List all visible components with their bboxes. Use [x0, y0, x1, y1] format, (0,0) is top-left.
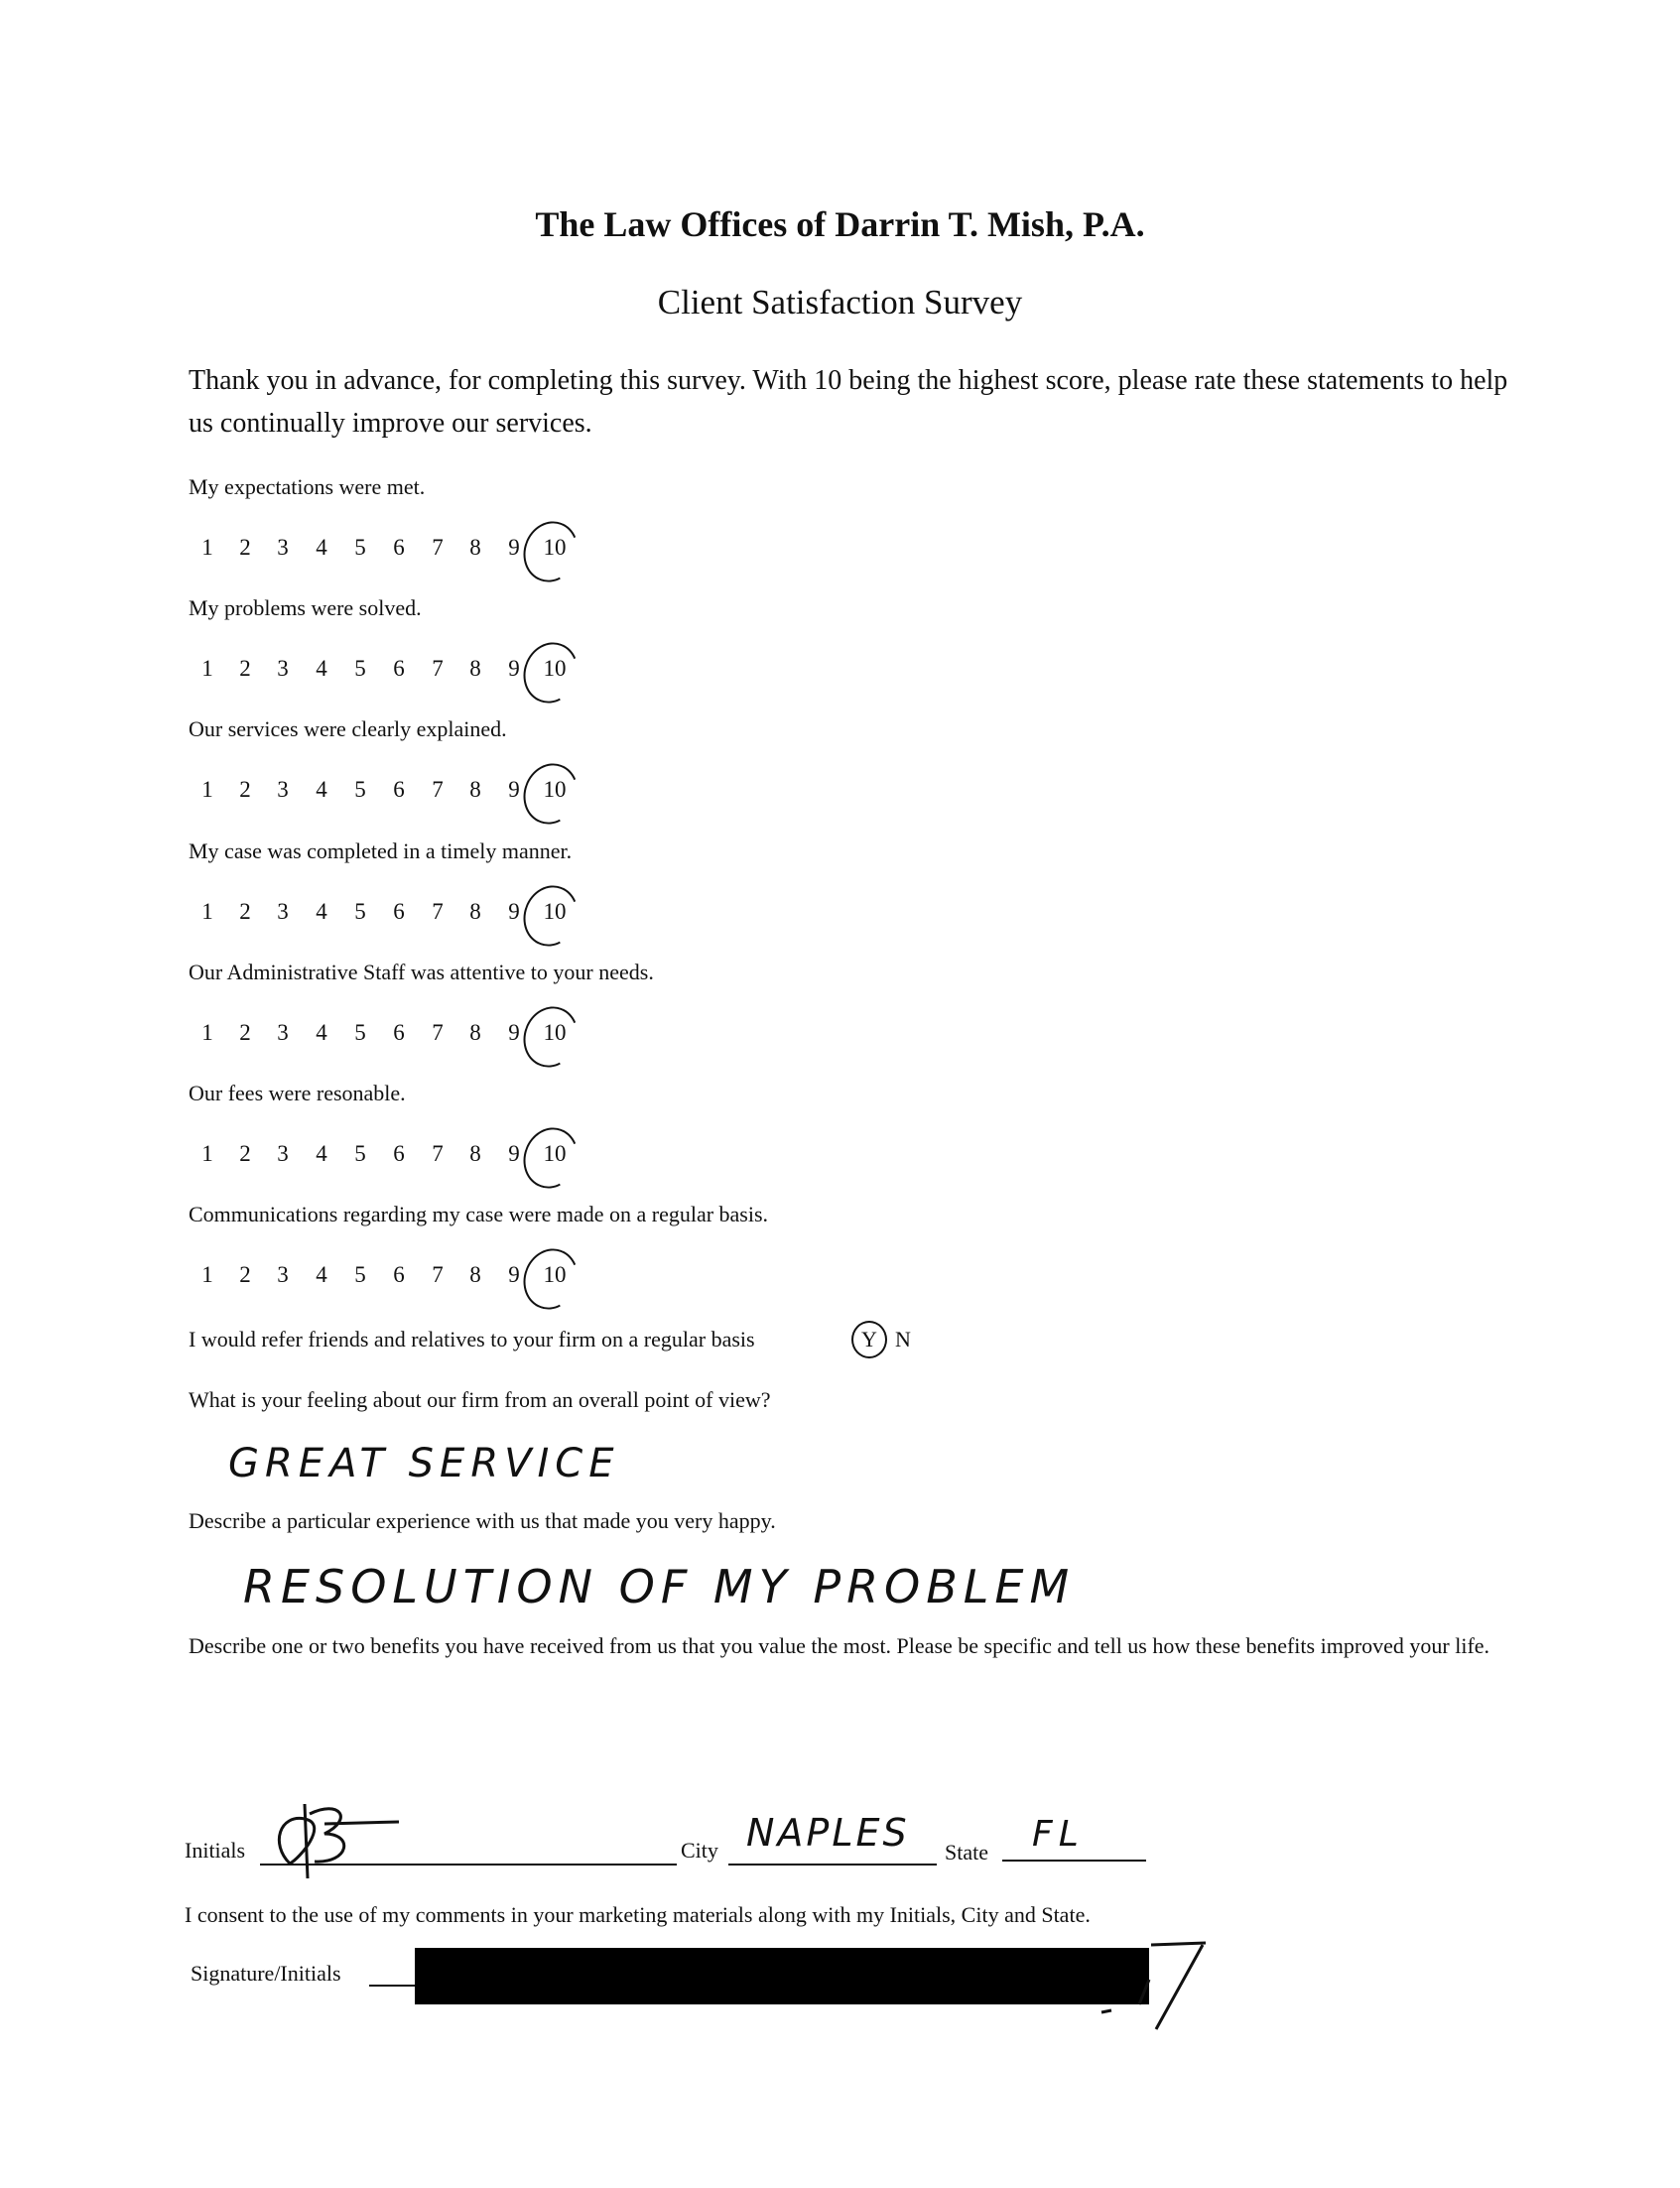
experience-answer-handwritten: RESOLUTION OF MY PROBLEM [243, 1560, 1076, 1613]
rating-option[interactable]: 7 [432, 1020, 444, 1045]
rating-option[interactable]: 3 [277, 899, 289, 924]
rating-option[interactable]: 10 [543, 1141, 567, 1166]
rating-option[interactable]: 1 [201, 1262, 213, 1287]
rating-option[interactable]: 1 [201, 1020, 213, 1045]
state-label: State [945, 1840, 988, 1865]
firm-name: The Law Offices of Darrin T. Mish, P.A. [535, 204, 1145, 244]
rating-option[interactable]: 3 [277, 656, 289, 681]
consent-text: I consent to the use of my comments in your marketing materials along with my Initials, City and State. [185, 1902, 1091, 1927]
rating-option[interactable]: 2 [239, 899, 251, 924]
rating-option[interactable]: 3 [277, 535, 289, 560]
rating-option[interactable]: 8 [469, 656, 481, 681]
rating-option[interactable]: 8 [469, 535, 481, 560]
rating-selected-circle [515, 756, 586, 833]
experience-question: Describe a particular experience with us that made you very happy. [189, 1508, 776, 1533]
rating-option[interactable]: 1 [201, 777, 213, 802]
rating-scale [189, 535, 605, 575]
rating-option[interactable]: 3 [277, 1141, 289, 1166]
overall-answer-handwritten: GREAT SERVICE [228, 1441, 620, 1486]
rating-option[interactable]: 3 [277, 777, 289, 802]
rating-option[interactable]: 4 [316, 1020, 327, 1045]
rating-option[interactable]: 5 [354, 1141, 366, 1166]
referral-question [189, 1327, 755, 1352]
rating-option[interactable]: 9 [508, 656, 520, 681]
rating-scale [189, 777, 605, 817]
rating-option[interactable]: 10 [543, 777, 567, 802]
rating-question: Our Administrative Staff was attentive to your needs. [189, 960, 654, 984]
rating-option[interactable]: 8 [469, 1020, 481, 1045]
rating-option[interactable]: 2 [239, 535, 251, 560]
rating-option[interactable]: 1 [201, 656, 213, 681]
rating-scale [189, 899, 605, 939]
state-value-handwritten: FL [1032, 1814, 1085, 1855]
rating-option[interactable]: 4 [316, 899, 327, 924]
overall-question: What is your feeling about our firm from an overall point of view? [189, 1387, 771, 1412]
rating-question: My problems were solved. [189, 595, 422, 620]
referral-yes-circle [851, 1321, 887, 1358]
rating-option[interactable]: 5 [354, 777, 366, 802]
rating-selected-circle [515, 999, 586, 1076]
rating-option[interactable]: 4 [316, 1262, 327, 1287]
rating-option[interactable]: 8 [469, 777, 481, 802]
rating-option[interactable]: 8 [469, 1141, 481, 1166]
rating-option[interactable]: 10 [543, 1262, 567, 1287]
rating-option[interactable]: 5 [354, 1020, 366, 1045]
rating-option[interactable]: 7 [432, 1141, 444, 1166]
referral-yes-option[interactable] [851, 1327, 887, 1358]
survey-title: Client Satisfaction Survey [657, 283, 1023, 322]
rating-option[interactable]: 6 [393, 535, 405, 560]
rating-option[interactable]: 6 [393, 1141, 405, 1166]
rating-option[interactable]: 9 [508, 777, 520, 802]
rating-option[interactable]: 2 [239, 656, 251, 681]
referral-question-text: I would refer friends and relatives to your firm on a regular basis [189, 1327, 755, 1351]
rating-option[interactable]: 1 [201, 535, 213, 560]
rating-option[interactable]: 8 [469, 1262, 481, 1287]
intro-text: Thank you in advance, for completing this survey. With 10 being the highest score, please rate these statements to help us continually improve our services. [189, 365, 1508, 439]
benefits-question: Describe one or two benefits you have received from us that you value the most. Please be specific and tell us how these benefits improved your life. [189, 1633, 1490, 1658]
rating-option[interactable]: 6 [393, 777, 405, 802]
rating-option[interactable]: 5 [354, 656, 366, 681]
rating-option[interactable]: 3 [277, 1262, 289, 1287]
signature-line[interactable] [369, 1985, 419, 1987]
rating-option[interactable]: 10 [543, 899, 567, 924]
rating-scale [189, 1262, 605, 1302]
rating-option[interactable]: 7 [432, 535, 444, 560]
rating-option[interactable]: 7 [432, 777, 444, 802]
rating-option[interactable]: 5 [354, 1262, 366, 1287]
rating-option[interactable]: 5 [354, 899, 366, 924]
rating-option[interactable]: 7 [432, 1262, 444, 1287]
rating-option[interactable]: 9 [508, 1262, 520, 1287]
rating-option[interactable]: 6 [393, 656, 405, 681]
rating-option[interactable]: 10 [543, 656, 567, 681]
rating-option[interactable]: 5 [354, 535, 366, 560]
rating-option[interactable]: 2 [239, 1141, 251, 1166]
rating-option[interactable]: 4 [316, 535, 327, 560]
state-line[interactable] [1002, 1860, 1146, 1862]
rating-scale [189, 656, 605, 696]
rating-option[interactable]: 1 [201, 899, 213, 924]
rating-option[interactable]: 2 [239, 1020, 251, 1045]
rating-option[interactable]: 10 [543, 535, 567, 560]
initials-label: Initials [185, 1838, 246, 1863]
rating-question: Our services were clearly explained. [189, 716, 507, 741]
rating-option[interactable]: 6 [393, 1020, 405, 1045]
referral-no-option[interactable] [895, 1327, 911, 1352]
signature-label: Signature/Initials [191, 1961, 341, 1986]
rating-question: Our fees were resonable. [189, 1081, 406, 1105]
rating-selected-circle [515, 1120, 586, 1197]
rating-scale [189, 1141, 605, 1181]
signature-mark [1032, 1935, 1230, 2034]
rating-question: My case was completed in a timely manner. [189, 838, 573, 863]
rating-option[interactable]: 6 [393, 899, 405, 924]
rating-option[interactable]: 9 [508, 1141, 520, 1166]
rating-option[interactable]: 9 [508, 535, 520, 560]
rating-option[interactable]: 8 [469, 899, 481, 924]
rating-selected-circle [515, 878, 586, 955]
rating-option[interactable]: 7 [432, 656, 444, 681]
rating-question: Communications regarding my case were made on a regular basis. [189, 1202, 769, 1226]
referral-yes-label: Y [861, 1327, 877, 1351]
initials-signature-mark [260, 1794, 409, 1883]
rating-scale [189, 1020, 605, 1060]
rating-question: My expectations were met. [189, 474, 426, 499]
rating-option[interactable]: 6 [393, 1262, 405, 1287]
rating-selected-circle [515, 635, 586, 711]
rating-option[interactable]: 7 [432, 899, 444, 924]
rating-option[interactable]: 3 [277, 1020, 289, 1045]
rating-option[interactable]: 2 [239, 1262, 251, 1287]
rating-selected-circle [515, 1241, 586, 1318]
rating-option[interactable]: 9 [508, 899, 520, 924]
rating-selected-circle [515, 514, 586, 590]
city-value-handwritten: NAPLES [746, 1811, 910, 1855]
rating-option[interactable]: 4 [316, 656, 327, 681]
rating-option[interactable]: 9 [508, 1020, 520, 1045]
rating-option[interactable]: 1 [201, 1141, 213, 1166]
rating-option[interactable]: 2 [239, 777, 251, 802]
city-label: City [681, 1838, 718, 1863]
city-line[interactable] [728, 1864, 937, 1866]
rating-option[interactable]: 4 [316, 777, 327, 802]
rating-option[interactable]: 4 [316, 1141, 327, 1166]
rating-option[interactable]: 10 [543, 1020, 567, 1045]
referral-no-label: N [895, 1327, 911, 1351]
